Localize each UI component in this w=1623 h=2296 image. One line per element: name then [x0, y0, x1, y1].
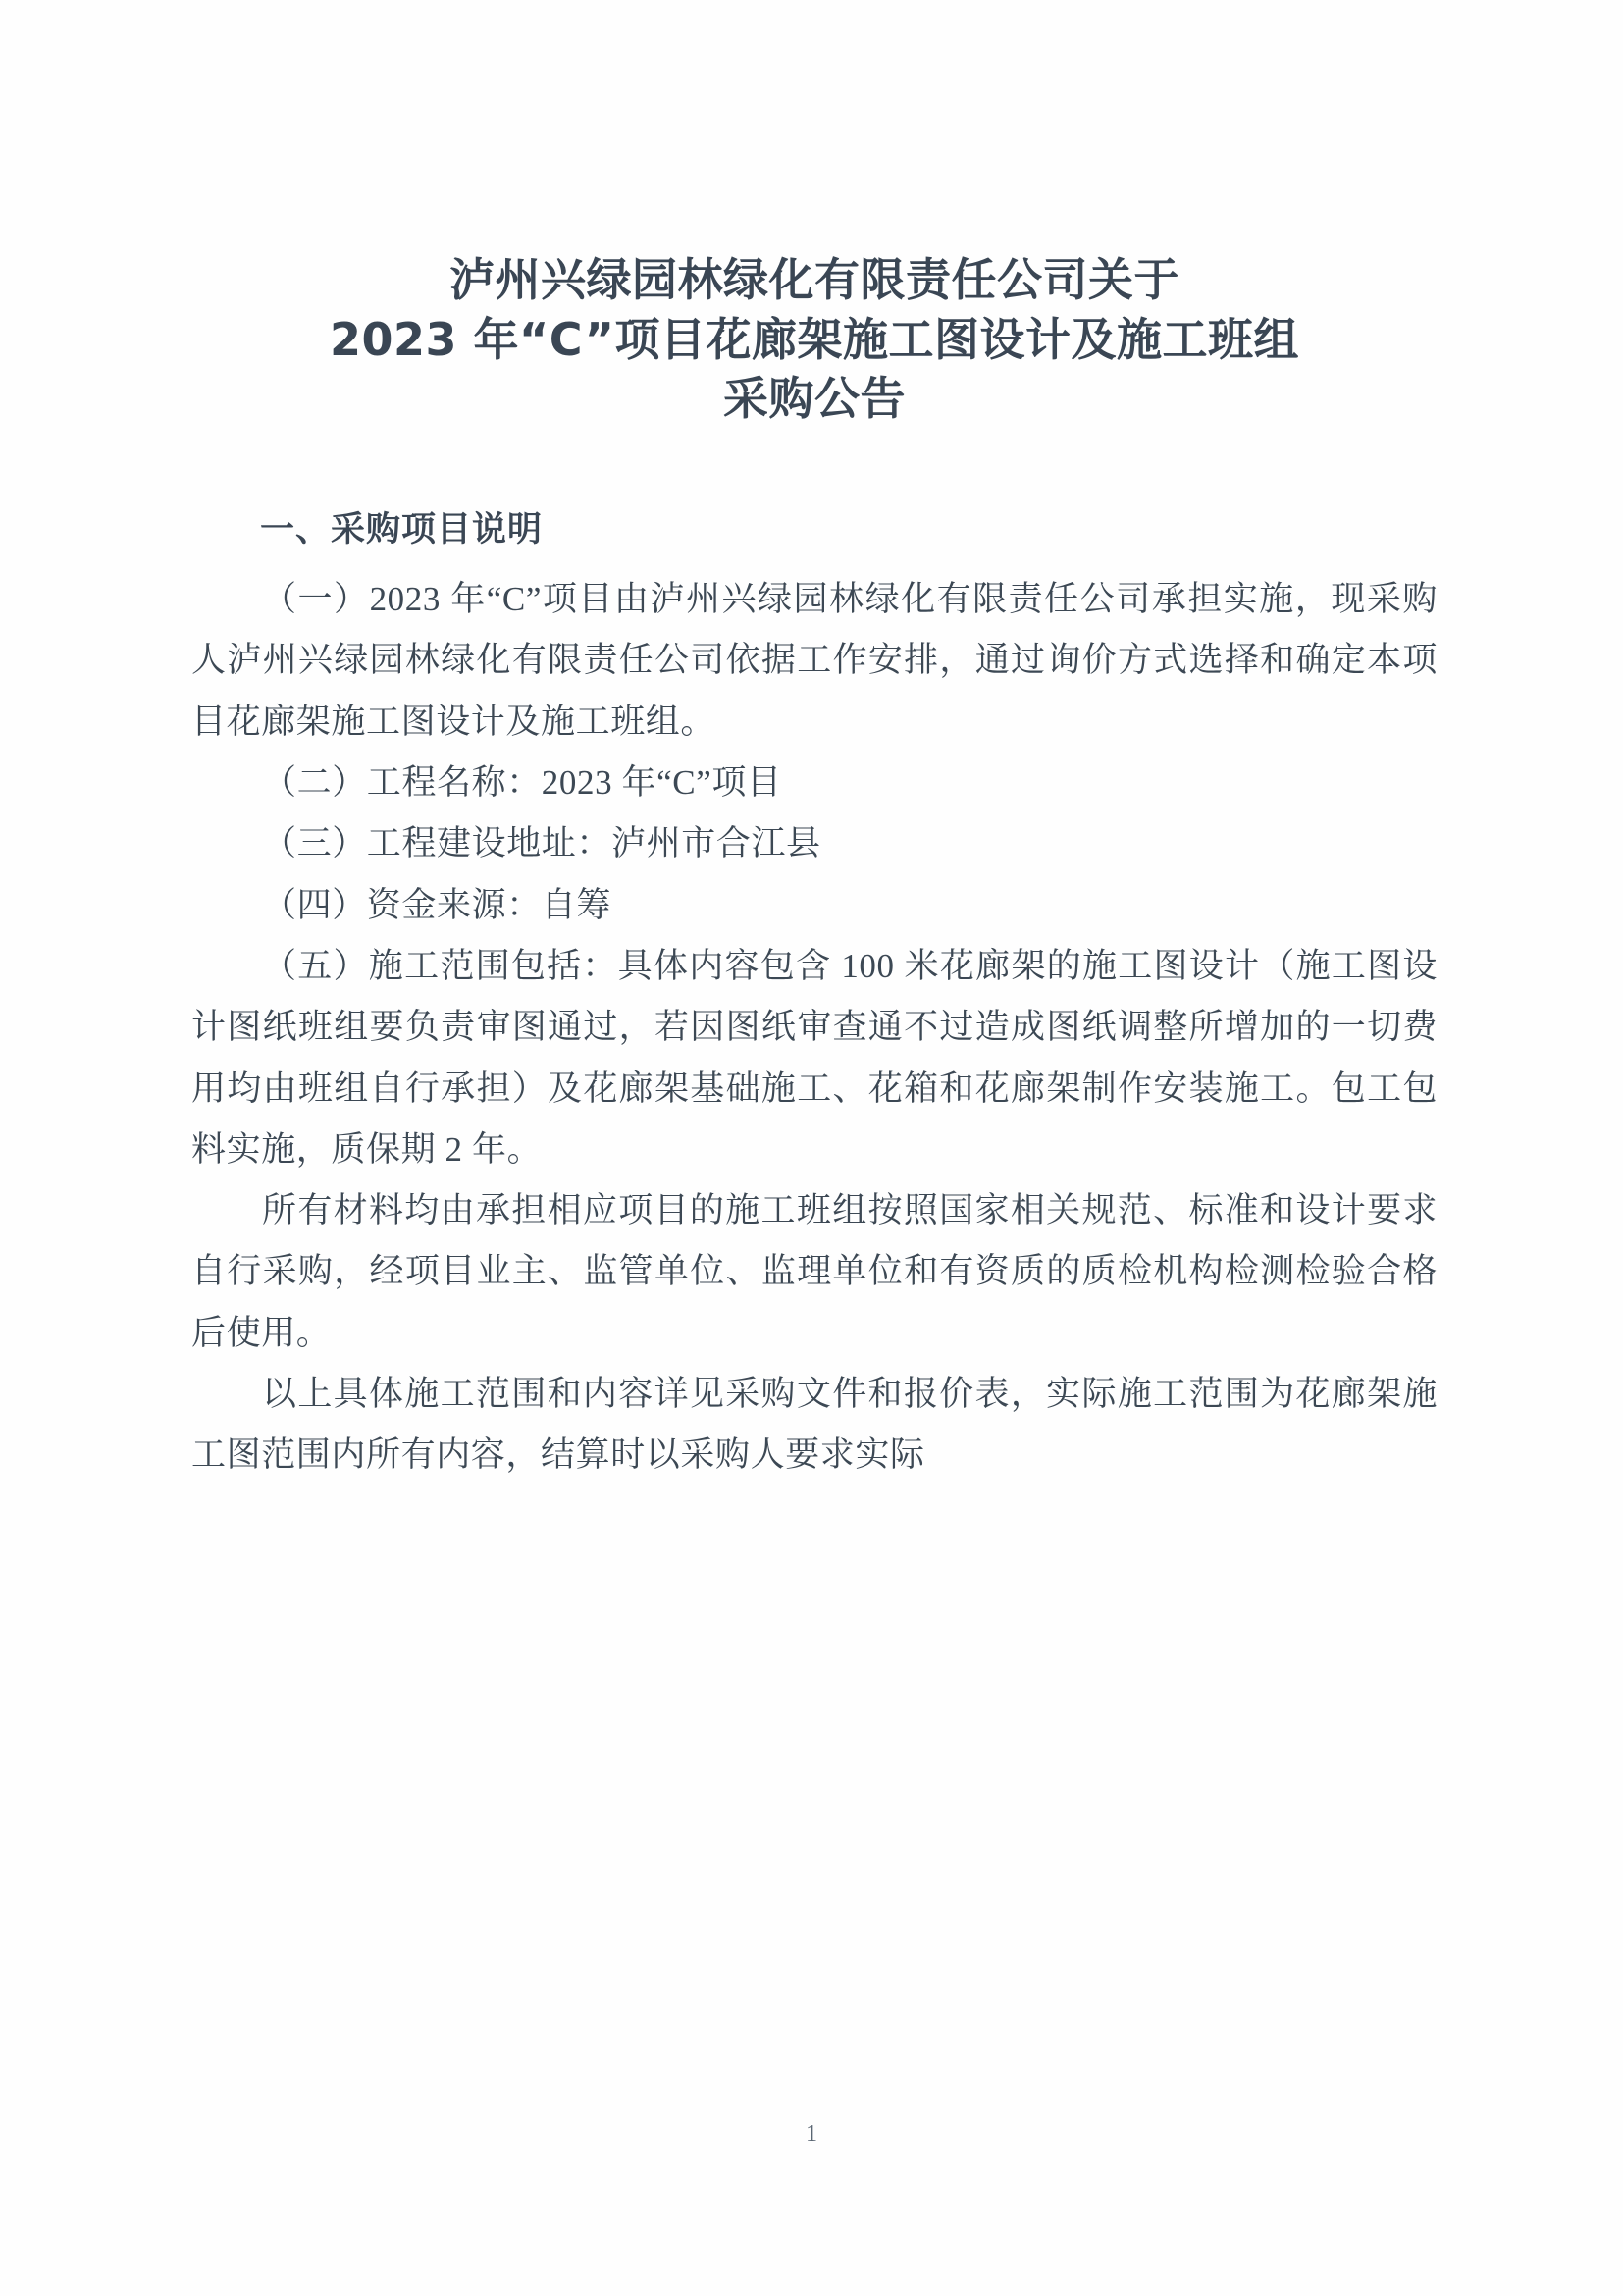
document-body [191, 250, 1438, 1487]
section-heading-procurement-description: 一、采购项目说明 [260, 510, 544, 550]
paragraph-scope-note: 以上具体施工范围和内容详见采购文件和报价表，实际施工范围为花廊架施工图范围内所有内容，结算时以采购人要求实际 [191, 1375, 1438, 1475]
paragraph-item-2: （二）工程名称：2023 年“C”项目 [262, 763, 782, 803]
paragraph-item-5: （五）施工范围包括：具体内容包含 100 米花廊架的施工图设计（施工图设计图纸班组要负责审图通过，若因图纸审查通不过造成图纸调整所增加的一切费用均由班组自行承担）及花廊架基础施工、花箱和花廊架制作安装施工。包工包料实施，质保期 2 年。 [191, 946, 1438, 1169]
title-line-3: 采购公告 [723, 372, 906, 426]
title-line-2: 2023 年“C”项目花廊架施工图设计及施工班组 [330, 312, 1299, 366]
page-number: 1 [806, 2121, 817, 2147]
paragraph-materials: 所有材料均由承担相应项目的施工班组按照国家相关规范、标准和设计要求自行采购，经项目业主、监管单位、监理单位和有资质的质检机构检测检验合格后使用。 [191, 1191, 1438, 1352]
paragraph-item-3: （三）工程建设地址：泸州市合江县 [262, 824, 821, 863]
title-line-1: 泸州兴绿园林绿化有限责任公司关于 [449, 253, 1179, 306]
paragraph-item-1: （一）2023 年“C”项目由泸州兴绿园林绿化有限责任公司承担实施，现采购人泸州兴绿园林绿化有限责任公司依据工作安排，通过询价方式选择和确定本项目花廊架施工图设计及施工班组。 [191, 580, 1438, 741]
page-title [191, 250, 1438, 429]
paragraph-item-4: （四）资金来源：自筹 [262, 885, 612, 924]
